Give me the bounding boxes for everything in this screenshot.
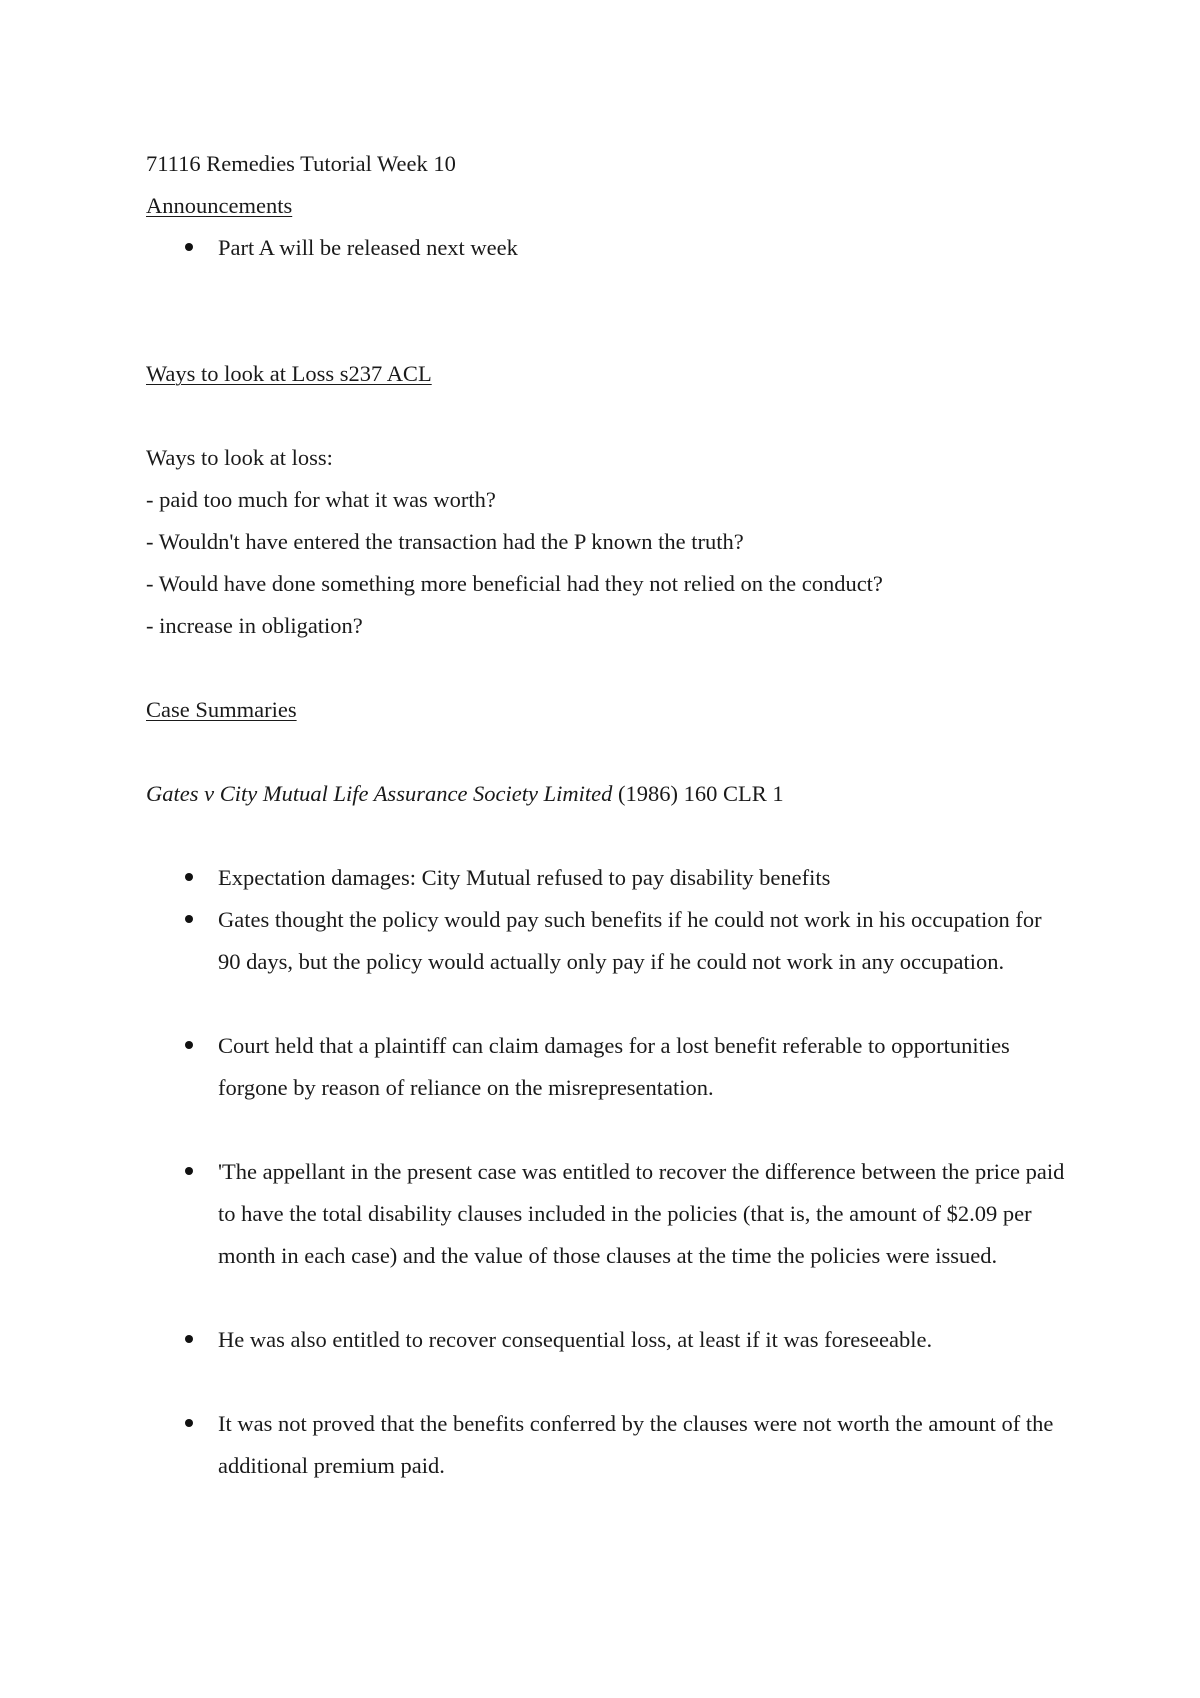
- loss-point: - Wouldn't have entered the transaction had the P known the truth?: [146, 529, 744, 554]
- case-summaries-heading: Case Summaries: [146, 697, 297, 722]
- announcements-list: [146, 227, 1066, 269]
- summary-text: It was not proved that the benefits conferred by the clauses were not worth the amount of the additional premium paid.: [218, 1411, 1054, 1478]
- case-name: Gates v City Mutual Life Assurance Society Limited: [146, 781, 613, 806]
- case-summary-list: [146, 857, 1066, 1487]
- bullet-icon: [185, 243, 193, 251]
- bullet-icon: [185, 915, 193, 923]
- spacer: [146, 1109, 1066, 1151]
- announcement-text: Part A will be released next week: [218, 235, 518, 260]
- summary-text: Expectation damages: City Mutual refused to pay disability benefits: [218, 865, 831, 890]
- spacer: [146, 1277, 1066, 1319]
- summary-text: Gates thought the policy would pay such benefits if he could not work in his occupation for 90 days, but the policy would actually only pay if he could not work in any occupation.: [218, 907, 1042, 974]
- document-title: 71116 Remedies Tutorial Week 10: [146, 151, 456, 176]
- case-reference: [146, 773, 1066, 815]
- spacer: [146, 1361, 1066, 1403]
- loss-intro: Ways to look at loss:: [146, 445, 333, 470]
- list-item: [146, 899, 1066, 983]
- spacer: [146, 731, 1066, 773]
- summary-text: He was also entitled to recover consequential loss, at least if it was foreseeable.: [218, 1327, 933, 1352]
- list-item: [146, 1151, 1066, 1277]
- loss-section-heading: Ways to look at Loss s237 ACL: [146, 361, 432, 386]
- list-item: [146, 227, 1066, 269]
- list-item: [146, 1025, 1066, 1109]
- bullet-icon: [185, 1167, 193, 1175]
- bullet-icon: [185, 1041, 193, 1049]
- loss-point: - increase in obligation?: [146, 613, 363, 638]
- document-page: [146, 143, 1066, 1487]
- bullet-icon: [185, 873, 193, 881]
- summary-text: 'The appellant in the present case was entitled to recover the difference between the price paid to have the total disability clauses included in the policies (that is, the amount of $2.09 per month in each case) and the value of those clauses at the time the policies were issued.: [218, 1159, 1065, 1268]
- list-item: [146, 857, 1066, 899]
- spacer: [146, 395, 1066, 437]
- bullet-icon: [185, 1335, 193, 1343]
- loss-point: - paid too much for what it was worth?: [146, 487, 496, 512]
- summary-text: Court held that a plaintiff can claim damages for a lost benefit referable to opportunities forgone by reason of reliance on the misrepresentation.: [218, 1033, 1010, 1100]
- loss-point: - Would have done something more beneficial had they not relied on the conduct?: [146, 571, 883, 596]
- list-item: [146, 1319, 1066, 1361]
- spacer: [146, 983, 1066, 1025]
- case-citation: (1986) 160 CLR 1: [612, 781, 784, 806]
- spacer: [146, 815, 1066, 857]
- spacer: [146, 269, 1066, 353]
- spacer: [146, 647, 1066, 689]
- list-item: [146, 1403, 1066, 1487]
- bullet-icon: [185, 1419, 193, 1427]
- announcements-heading: Announcements: [146, 193, 293, 218]
